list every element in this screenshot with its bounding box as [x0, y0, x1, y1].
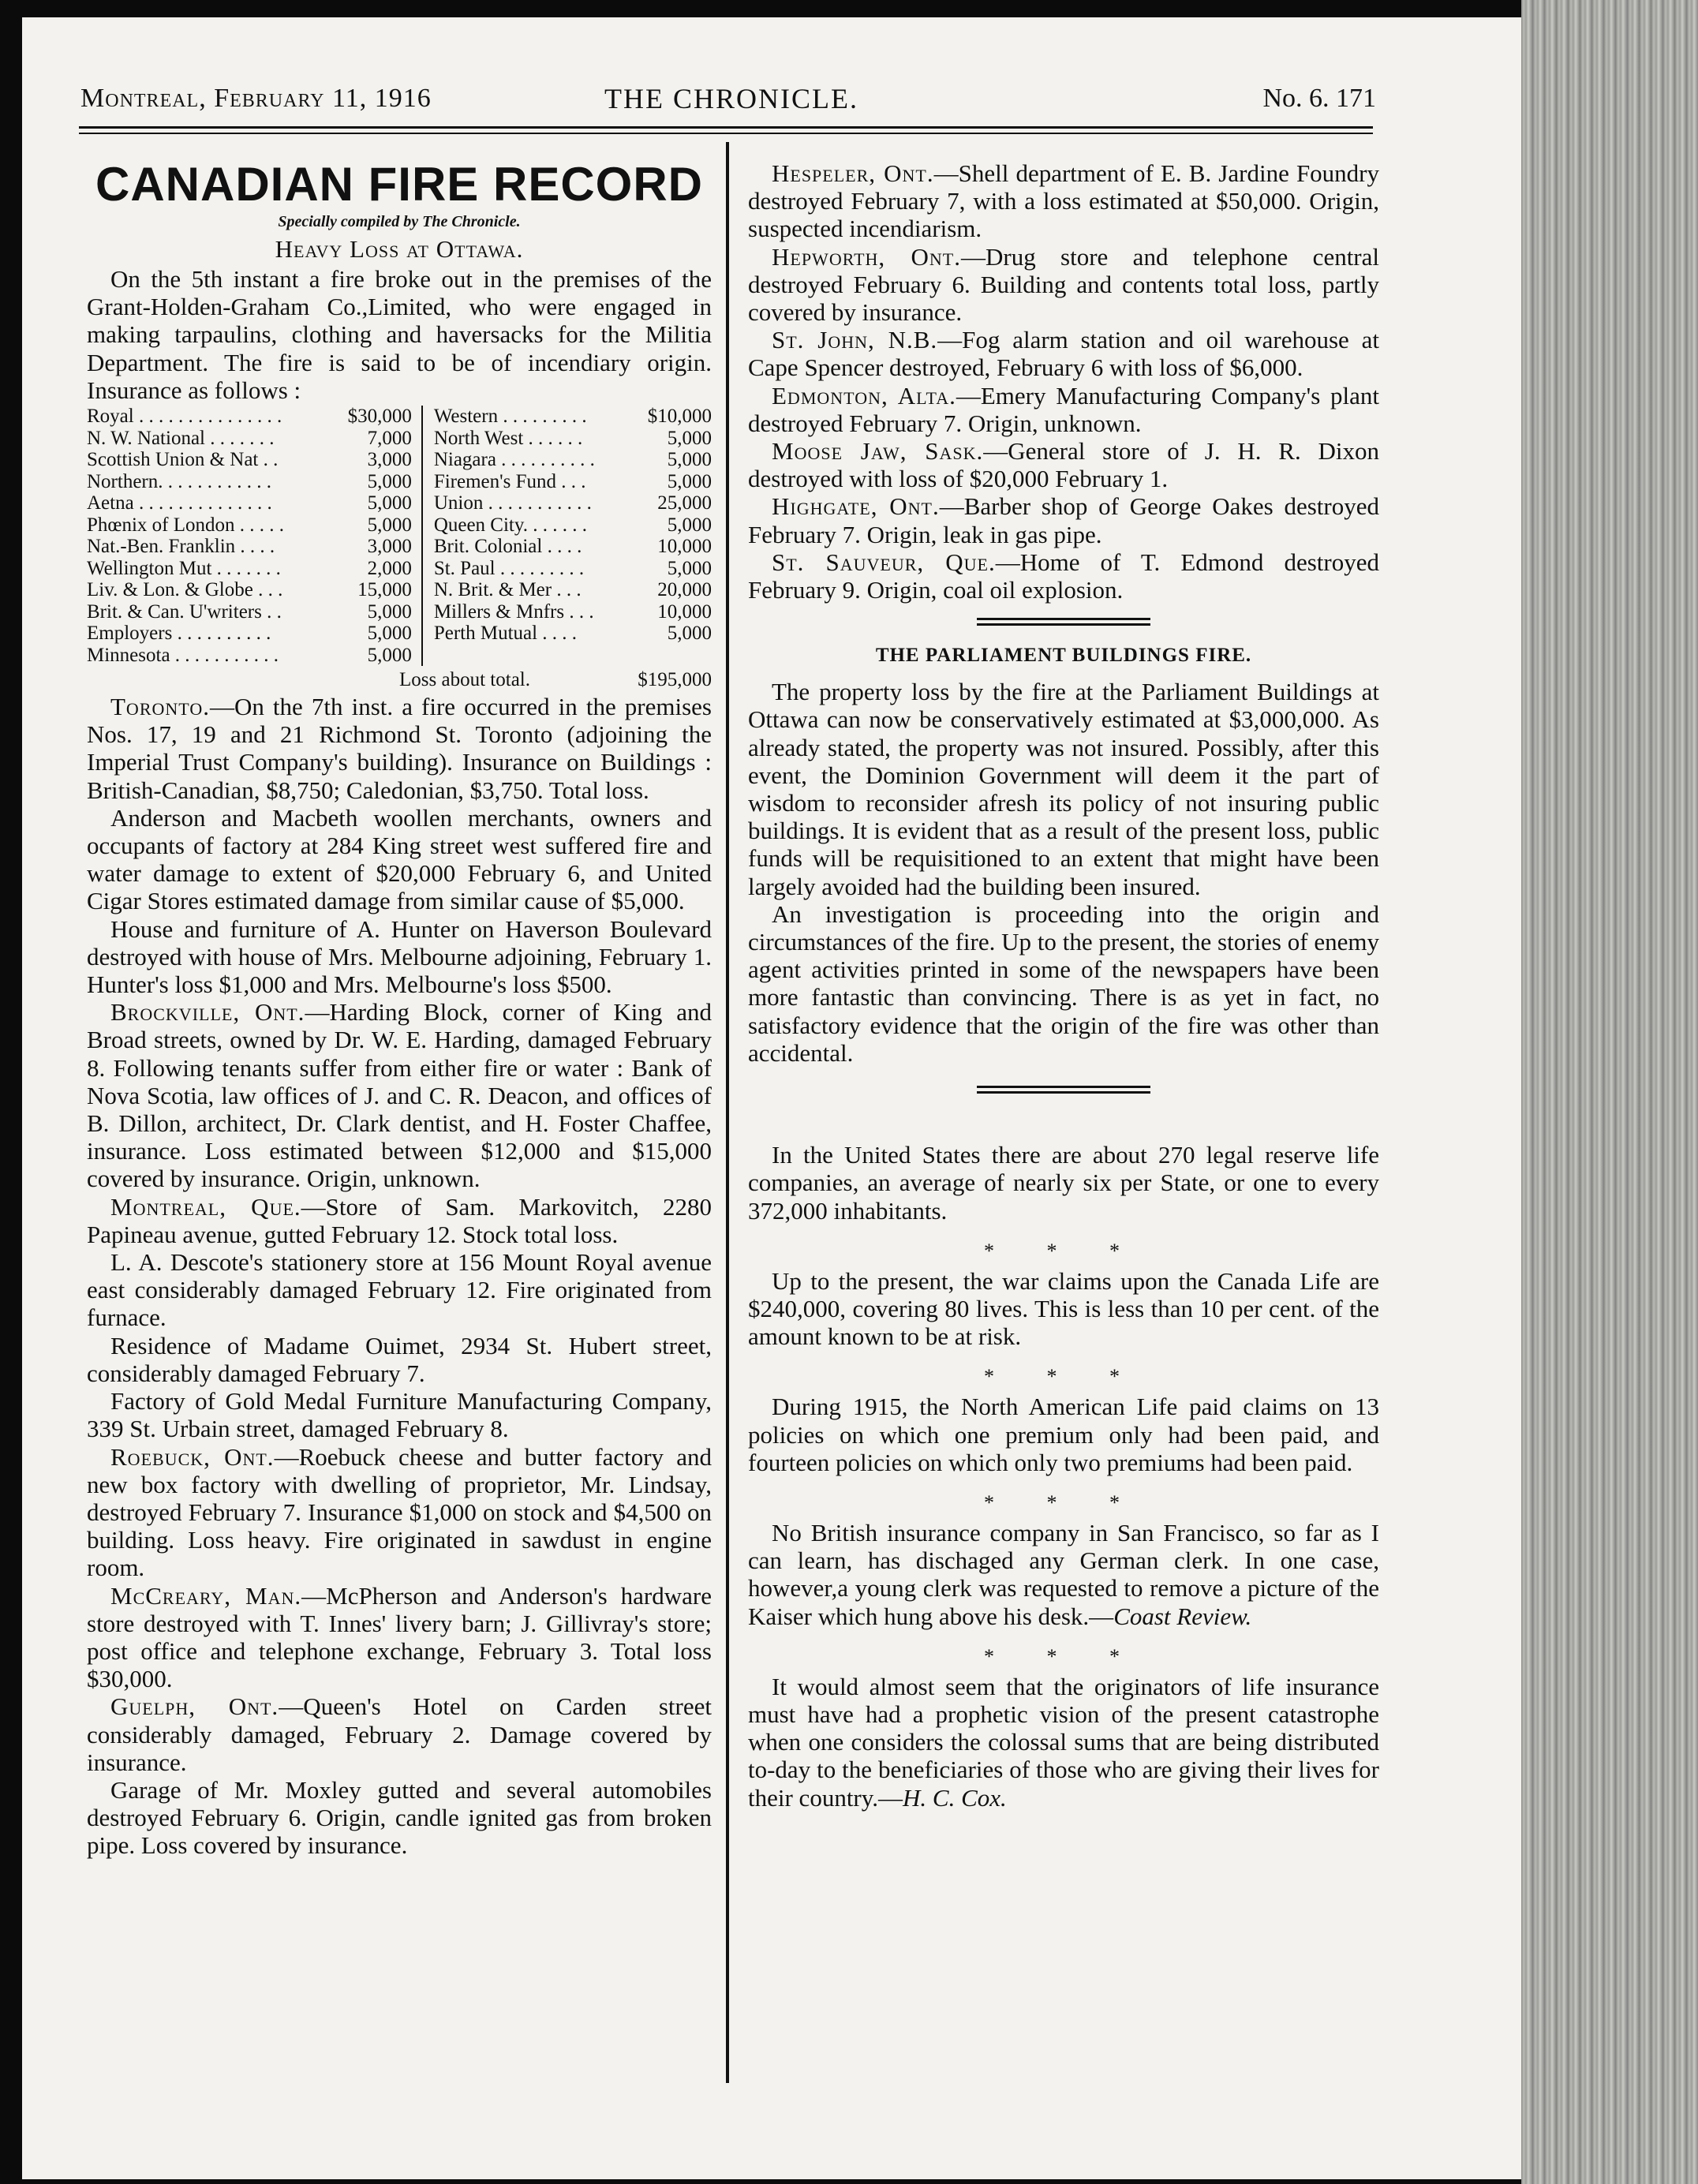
report-text: Residence of Madame Ouimet, 2934 St. Hubert street, considerably damaged February 7.: [87, 1331, 712, 1387]
insurer-name: Northern. . . . . . . . . . . .: [87, 470, 271, 492]
location-lead: St. Sauveur, Que.: [772, 548, 996, 576]
location-lead: Montreal, Que.: [110, 1192, 301, 1221]
note-text: Up to the present, the war claims upon the Canada Life are $240,000, covering 80 lives. This is less than 10 per cent. of the amount known to be at risk.: [748, 1266, 1379, 1351]
insurer-name: Firemen's Fund . . .: [433, 470, 586, 492]
insurance-note: [748, 1673, 1379, 1812]
report-text: —Barber shop of George Oakes destroyed February 7. Origin, leak in gas pipe.: [748, 492, 1379, 548]
fire-report: [87, 1387, 712, 1442]
row-separator: [422, 536, 434, 558]
insurer-amount: 5,000: [367, 644, 412, 666]
parliament-heading: THE PARLIAMENT BUILDINGS FIRE.: [875, 645, 1252, 667]
insurer-amount: 5,000: [367, 600, 412, 623]
insurer-amount: $10,000: [647, 406, 712, 428]
row-separator: [422, 449, 434, 471]
location-lead: St. John, N.B.: [772, 326, 938, 354]
star-separator: * * *: [984, 1239, 1143, 1262]
fire-report: [87, 804, 712, 915]
report-text: Anderson and Macbeth woollen merchants, owners and occupants of factory at 284 King street west suffered fire and water damage to extent of $20,000 February 6, and United Cigar Stores estimated damage from similar cause of $5,000.: [87, 803, 712, 915]
insurance-row: [87, 601, 712, 623]
row-separator: [422, 428, 434, 450]
row-separator: [422, 601, 434, 623]
note-source: Coast Review.: [1113, 1602, 1252, 1630]
report-text: —Drug store and telephone central destroyed February 6. Building and contents total loss, partly covered by insurance.: [748, 242, 1380, 327]
insurance-notes: [748, 1108, 1379, 1812]
row-separator: [422, 514, 434, 537]
row-separator: [422, 623, 434, 645]
note-text: In the United States there are about 270 legal reserve life companies, an average of nearly six per State, or one to every 372,000 inhabitants.: [748, 1141, 1379, 1225]
insurer-name: Perth Mutual . . . .: [433, 623, 578, 645]
insurer-amount: 5,000: [667, 623, 712, 645]
report-text: —General store of J. H. R. Dixon destroyed with loss of $20,000 February 1.: [748, 437, 1379, 493]
insurer-name: Aetna . . . . . . . . . . . . . .: [87, 492, 272, 514]
insurance-row: [87, 579, 712, 601]
insurer-amount: 5,000: [667, 449, 712, 471]
double-rule-2: [977, 1086, 1150, 1094]
report-text: —Roebuck cheese and butter factory and new box factory with dwelling of proprietor, Mr. Lindsay, destroyed February 7. Insurance $1,000 on stock and $4,500 on building. Loss heavy. Fire originated in sawdust in engine room.: [87, 1442, 712, 1582]
insurance-row: [87, 623, 712, 645]
star-separator: * * *: [984, 1365, 1143, 1389]
insurer-name: Wellington Mut . . . . . . .: [87, 557, 281, 579]
spacer: [748, 1630, 1379, 1641]
insurance-note: [748, 1393, 1379, 1476]
insurer-name: Queen City. . . . . . .: [433, 514, 588, 536]
location-lead: McCreary, Man.: [110, 1581, 302, 1610]
row-separator: [422, 558, 434, 580]
row-separator: [422, 406, 434, 428]
fire-report: [87, 1776, 712, 1860]
row-separator: [422, 471, 434, 493]
note-source: H. C. Cox.: [903, 1783, 1007, 1812]
insurer-name: Minnesota . . . . . . . . . . .: [87, 644, 279, 666]
note-text: No British insurance company in San Francisco, so far as I can learn, has dischaged any German clerk. In one case, however,a young clerk was requested to remove a picture of the Kaiser which hung above his desk.—: [748, 1518, 1379, 1630]
report-text: —Fog alarm station and oil warehouse at Cape Spencer destroyed, February 6 with loss of $6,000.: [748, 326, 1379, 382]
fire-report: [748, 382, 1379, 437]
insurer-amount: 5,000: [367, 470, 412, 492]
insurer-name: Niagara . . . . . . . . . .: [433, 449, 595, 471]
insurer-name: Phœnix of London . . . . .: [87, 514, 284, 536]
parliament-paragraph-1: The property loss by the fire at the Parliament Buildings at Ottawa can now be conservatively estimated at $3,000,000. As already stated, the property was not insured. Possibly, after this event, the Dominion Government will deem it the part of wisdom to reconsider afresh its policy of not insuring public buildings. It is evident that as a result of the present loss, public funds will be requisitioned to an extent that might have been largely avoided had the building been insured.: [748, 678, 1379, 900]
insurer-amount: 20,000: [657, 579, 712, 601]
location-lead: Brockville, Ont.: [110, 998, 305, 1027]
report-text: House and furniture of A. Hunter on Haverson Boulevard destroyed with house of Mrs. Melbourne adjoining, February 1. Hunter's loss $1,000 and Mrs. Melbourne's loss $500.: [87, 914, 712, 999]
double-rule-1: [977, 618, 1150, 626]
right-fire-reports: [748, 159, 1379, 604]
location-lead: Moose Jaw, Sask.: [772, 437, 984, 466]
right-column: [748, 159, 1379, 1812]
section-heading-ottawa: Heavy Loss at Ottawa.: [275, 235, 524, 263]
insurance-row: [87, 492, 712, 514]
spacer: [748, 1225, 1379, 1236]
insurer-name: St. Paul . . . . . . . . .: [433, 557, 585, 579]
spacer: [748, 1108, 1379, 1141]
insurer-name: Brit. & Can. U'writers . .: [87, 600, 282, 623]
fire-report: [87, 693, 712, 804]
insurer-amount: 5,000: [667, 427, 712, 449]
header-rule-bottom: [79, 133, 1373, 134]
location-lead: Hespeler, Ont.: [772, 159, 934, 187]
insurance-row: [87, 558, 712, 580]
insurer-name: N. Brit. & Mer . . .: [433, 579, 582, 601]
location-lead: Hepworth, Ont.: [772, 242, 961, 271]
location-lead: Toronto.: [110, 693, 210, 721]
report-text: Garage of Mr. Moxley gutted and several automobiles destroyed February 6. Origin, candle ignited gas from broken pipe. Loss covered by insurance.: [87, 1775, 712, 1860]
star-separator: * * *: [984, 1644, 1143, 1668]
insurer-amount: 5,000: [367, 492, 412, 514]
fire-report: [87, 1248, 712, 1332]
report-text: —Store of Sam. Markovitch, 2280 Papineau avenue, gutted February 12. Stock total loss.: [87, 1192, 712, 1248]
insurer-amount: $30,000: [347, 406, 412, 428]
insurer-name: North West . . . . . .: [433, 427, 583, 449]
header-rule-top: [79, 126, 1373, 129]
row-separator: [422, 579, 434, 601]
insurer-name: Union . . . . . . . . . . .: [433, 492, 592, 514]
report-text: —Emery Manufacturing Company's plant destroyed February 7. Origin, unknown.: [748, 381, 1380, 437]
insurer-amount: 2,000: [367, 557, 412, 579]
insurer-amount: 25,000: [657, 492, 712, 514]
report-text: —McPherson and Anderson's hardware store destroyed with T. Innes' livery barn; J. Gillivray's store; post office and telephone exchange, February 3. Total loss $30,000.: [87, 1581, 712, 1693]
fire-report: [748, 243, 1379, 327]
insurance-note: [748, 1519, 1379, 1630]
insurer-amount: 3,000: [367, 449, 412, 471]
insurance-row: [87, 471, 712, 493]
insurer-name: Brit. Colonial . . . .: [433, 536, 582, 558]
fire-report: [748, 437, 1379, 492]
insurance-note: [748, 1141, 1379, 1225]
insurer-amount: 3,000: [367, 536, 412, 558]
insurer-name: Nat.-Ben. Franklin . . . .: [87, 536, 275, 558]
header-publication: THE CHRONICLE.: [604, 83, 858, 114]
location-lead: Guelph, Ont.: [110, 1692, 279, 1721]
insurer-name: [434, 645, 633, 667]
insurer-name: Western . . . . . . . . .: [433, 406, 587, 428]
report-text: —Harding Block, corner of King and Broad streets, owned by Dr. W. E. Harding, damaged February 8. Following tenants suffer from either fire or water : Bank of Nova Scotia, law offices of J. and C. R. Deacon, and offices of B. Dillon, architect, Dr. Clark dentist, and H. Foster Chaffee, insurance. Loss estimated between $12,000 and $15,000 covered by insurance. Origin, unknown.: [87, 998, 712, 1193]
spacer: [748, 1476, 1379, 1487]
fire-report: [87, 1582, 712, 1693]
total-label: Loss about total.: [399, 669, 530, 691]
insurer-amount: [633, 645, 712, 667]
fire-report: [748, 326, 1379, 381]
note-text: During 1915, the North American Life paid claims on 13 policies on which one premium only had been paid, and fourteen policies on which only two premiums had been paid.: [748, 1393, 1379, 1476]
book-page-edges: [1521, 0, 1698, 2184]
fire-report: [748, 548, 1379, 604]
page-header: [60, 77, 1376, 117]
insurance-table: [87, 406, 712, 666]
fire-report: [87, 1332, 712, 1387]
insurer-name: Royal . . . . . . . . . . . . . . .: [87, 406, 282, 428]
insurance-row: [87, 536, 712, 558]
insurer-amount: 7,000: [367, 427, 412, 449]
left-fire-reports: [87, 693, 712, 1860]
location-lead: Highgate, Ont.: [772, 492, 940, 521]
fire-report: [87, 1443, 712, 1582]
insurance-row: [87, 514, 712, 537]
insurance-total: [87, 668, 712, 693]
insurer-amount: 5,000: [367, 514, 412, 536]
article-subtitle: Specially compiled by The Chronicle.: [278, 213, 521, 230]
insurer-name: N. W. National . . . . . . .: [87, 427, 275, 449]
ottawa-intro: On the 5th instant a fire broke out in the premises of the Grant-Holden-Graham Co.,Limited, who were engaged in making tarpaulins, clothing and haversacks for the Militia Department. The fire is said to be of incendiary origin. Insurance as follows :: [87, 265, 712, 404]
location-lead: Edmonton, Alta.: [772, 381, 956, 410]
fire-report: [87, 1692, 712, 1776]
total-value: $195,000: [638, 669, 712, 691]
header-page-number: No. 6. 171: [1262, 84, 1376, 113]
row-separator: [422, 645, 434, 667]
report-text: —Home of T. Edmond destroyed February 9. Origin, coal oil explosion.: [748, 548, 1379, 604]
insurer-amount: 5,000: [667, 557, 712, 579]
insurer-name: Liv. & Lon. & Globe . . .: [87, 579, 283, 601]
insurer-name: Scottish Union & Nat . .: [87, 449, 279, 471]
insurer-amount: 10,000: [657, 536, 712, 558]
fire-report: [87, 1193, 712, 1248]
report-text: —On the 7th inst. a fire occurred in the premises Nos. 17, 19 and 21 Richmond St. Toronto (adjoining the Imperial Trust Company's building). Insurance on Buildings : British-Canadian, $8,750; Caledonian, $3,750. Total loss.: [87, 693, 712, 804]
row-separator: [422, 492, 434, 514]
insurance-row: [87, 406, 712, 428]
report-text: Factory of Gold Medal Furniture Manufacturing Company, 339 St. Urbain street, damaged February 8.: [87, 1387, 712, 1443]
insurer-name: Millers & Mnfrs . . .: [433, 600, 594, 623]
insurance-row: [87, 428, 712, 450]
insurer-amount: 5,000: [667, 470, 712, 492]
insurer-amount: 5,000: [367, 623, 412, 645]
insurer-amount: 10,000: [657, 600, 712, 623]
left-column: [87, 159, 712, 1860]
star-separator: * * *: [984, 1490, 1143, 1514]
fire-report: [748, 159, 1379, 243]
insurer-name: Employers . . . . . . . . . .: [87, 623, 271, 645]
article-title: CANADIAN FIRE RECORD: [95, 158, 703, 211]
report-text: —Shell department of E. B. Jardine Foundry destroyed February 7, with a loss estimated at $50,000. Origin, suspected incendiarism.: [748, 159, 1380, 243]
report-text: L. A. Descote's stationery store at 156 Mount Royal avenue east considerably damaged February 12. Fire originated from furnace.: [87, 1248, 712, 1332]
insurance-row: [87, 449, 712, 471]
parliament-paragraph-2: An investigation is proceeding into the origin and circumstances of the fire. Up to the present, the stories of enemy agent activities printed in some of the newspapers have been more fantastic than convincing. There is as yet in fact, no satisfactory evidence that the origin of the fire was other than accidental.: [748, 899, 1379, 1067]
header-date: Montreal, February 11, 1916: [80, 84, 432, 113]
note-text: It would almost seem that the originators of life insurance must have had a prophetic vision of the present catastrophe when one considers the colossal sums that are being distributed to-day to the beneficiaries of those who are giving their lives for their country.—: [748, 1672, 1379, 1812]
column-divider: [726, 142, 729, 2083]
fire-report: [748, 492, 1379, 548]
spacer: [748, 1350, 1379, 1361]
insurer-amount: 5,000: [667, 514, 712, 536]
report-text: —Queen's Hotel on Carden street considerably damaged, February 2. Damage covered by insurance.: [87, 1692, 712, 1776]
location-lead: Roebuck, Ont.: [110, 1442, 275, 1471]
fire-report: [87, 998, 712, 1192]
insurance-note: [748, 1267, 1379, 1351]
fire-report: [87, 915, 712, 999]
insurance-row: [87, 645, 712, 667]
insurer-amount: 15,000: [357, 579, 412, 601]
